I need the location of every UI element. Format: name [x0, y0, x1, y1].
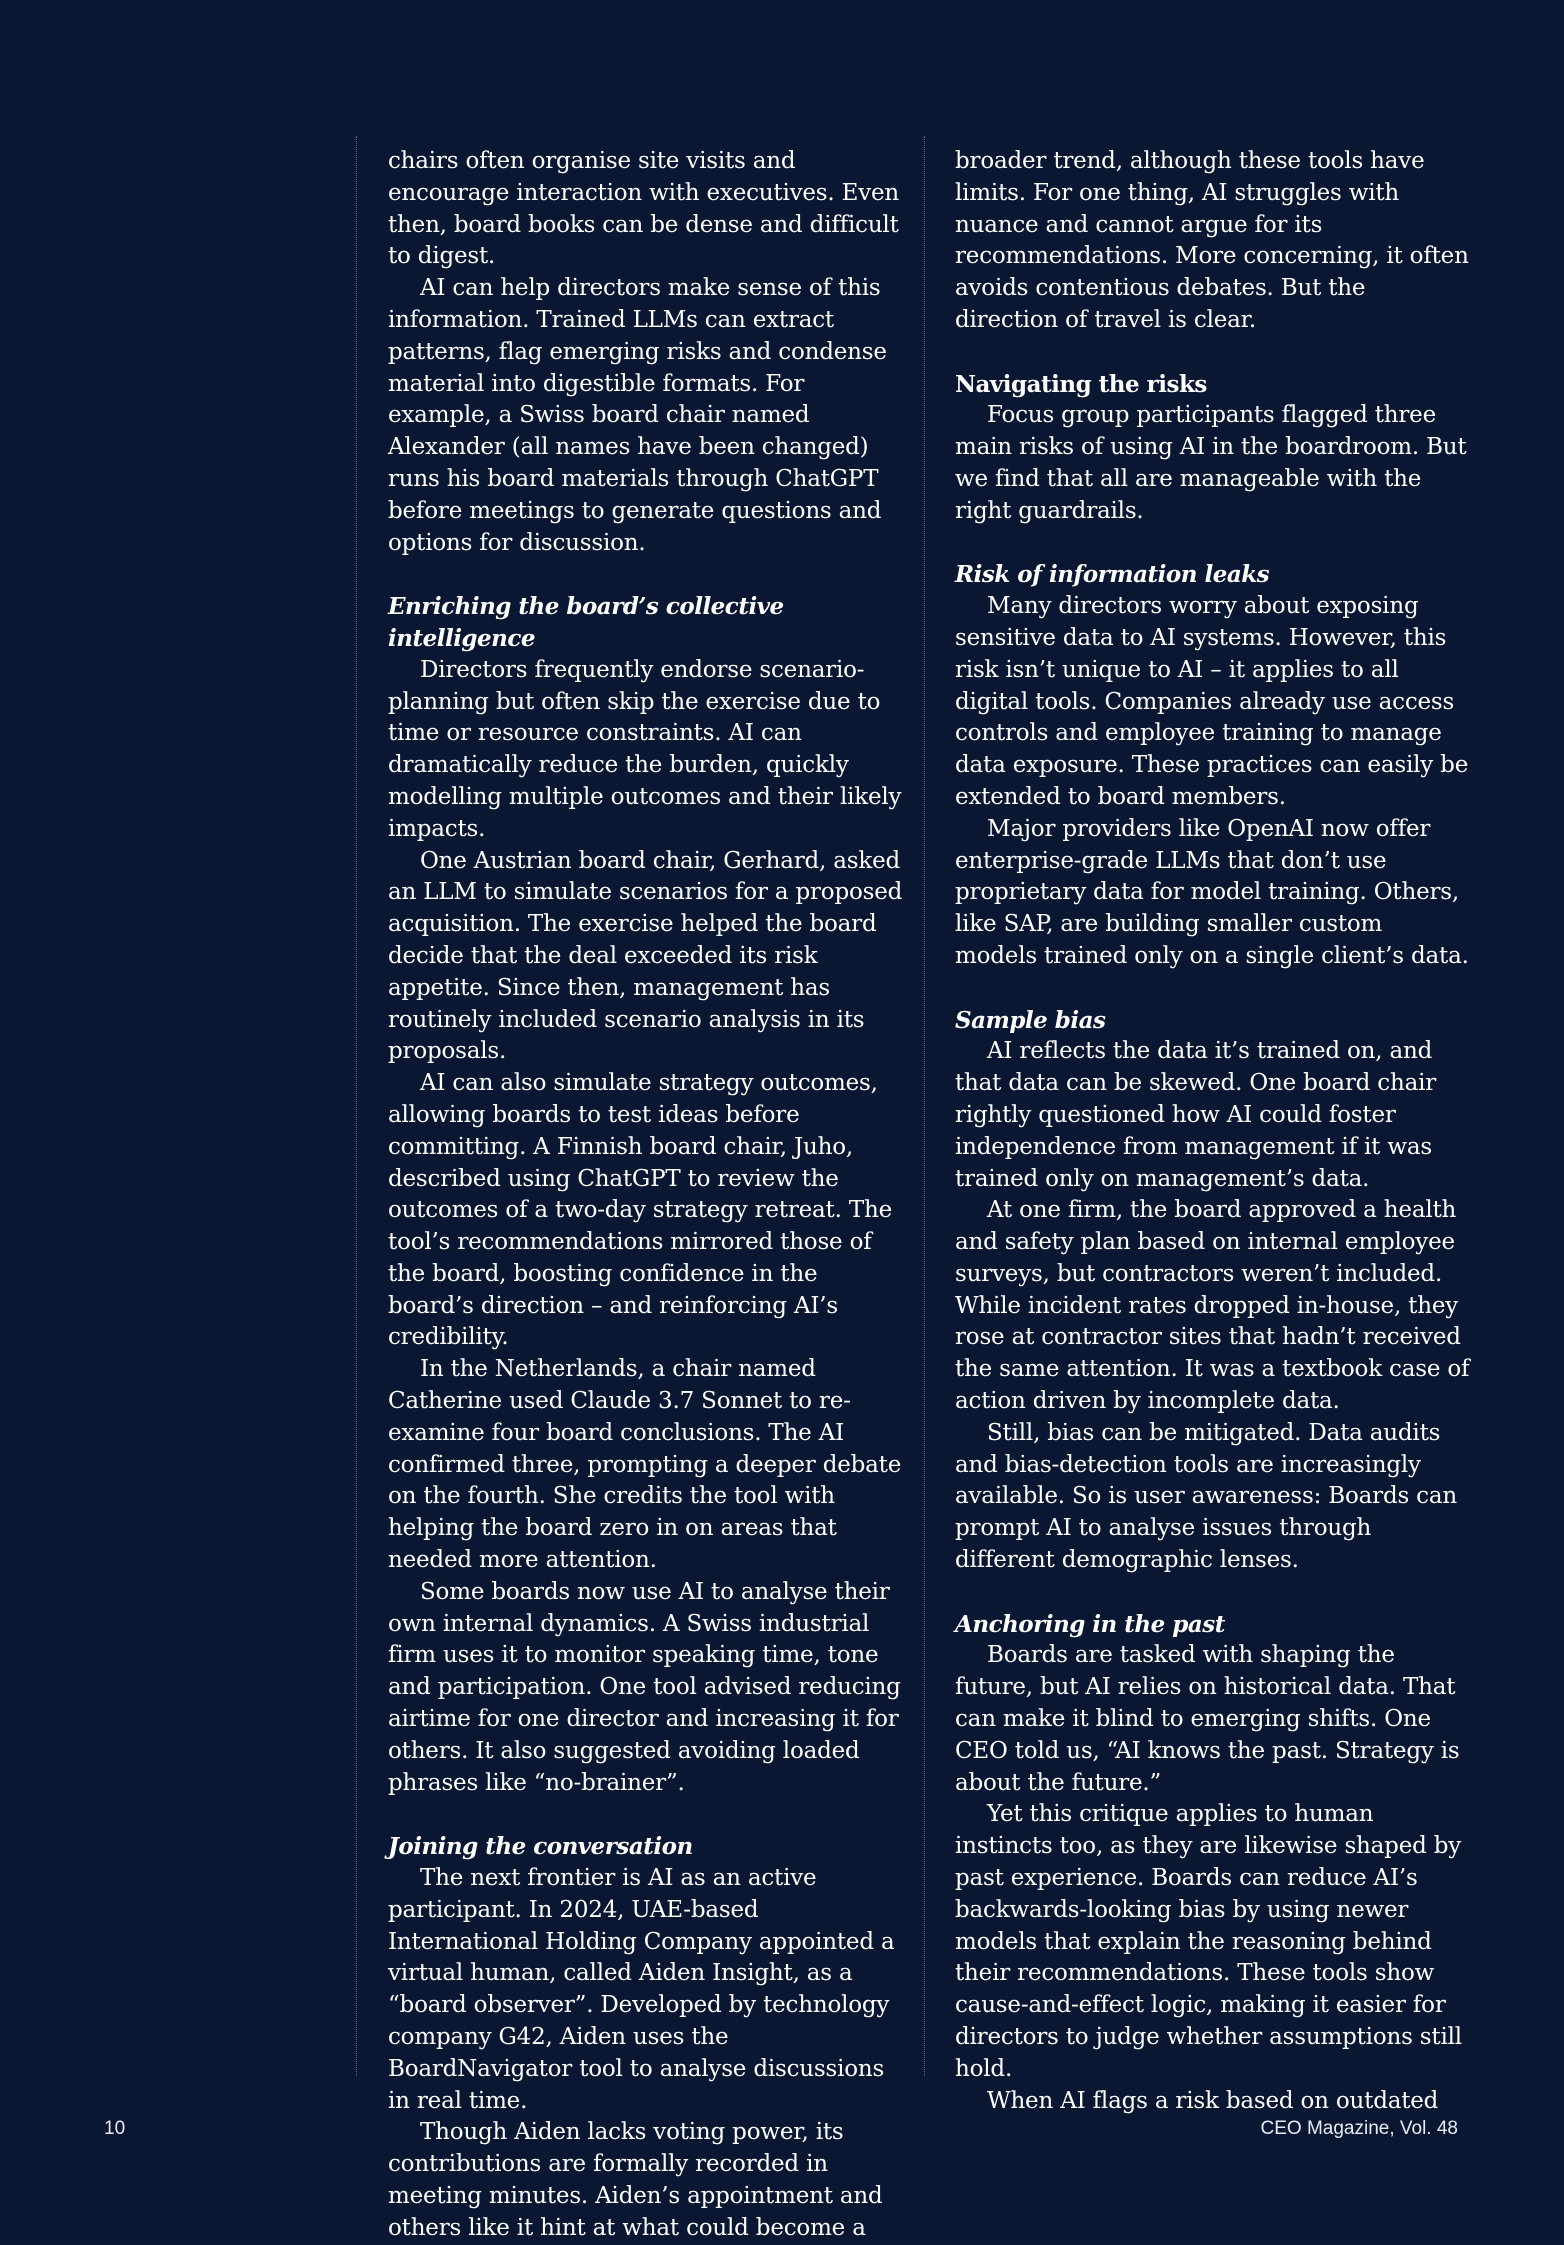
section-heading: Anchoring in the past — [955, 1610, 1225, 1638]
section-heading: Joining the conversation — [388, 1833, 693, 1861]
body-paragraph: Major providers like OpenAI now offer enterprise-grade LLMs that don’t use proprietary data for model training. Others, like SAP, are building smaller custom models trained only on a single client’s data. — [955, 815, 1469, 969]
body-paragraph: chairs often organise site visits and encourage interaction with executives. Even then, board books can be dense and difficult to digest. — [388, 148, 900, 270]
body-paragraph: In the Netherlands, a chair named Catherine used Claude 3.7 Sonnet to re-examine four board conclusions. The AI confirmed three, prompting a deeper debate on the fourth. She credits the tool with helping the board zero in on areas that needed more attention. — [388, 1356, 902, 1574]
body-paragraph: Though Aiden lacks voting power, its contributions are formally recorded in meeting minutes. Aiden’s appointment and others like it hint at what could become a — [388, 2119, 883, 2241]
body-paragraph: Boards are tasked with shaping the future, but AI relies on historical data. That can make it blind to emerging shifts. One CEO told us, “AI knows the past. Strategy is about the future.” — [955, 1642, 1460, 1796]
body-paragraph: AI can help directors make sense of this information. Trained LLMs can extract patterns, flag emerging risks and condense material into digestible formats. For example, a Swiss board chair named Alexander (all names have been changed) runs his board materials through ChatGPT before meetings to generate questions and options for discussion. — [388, 275, 887, 556]
body-paragraph: Still, bias can be mitigated. Data audits and bias-detection tools are increasingly available. So is user awareness: Boards can prompt AI to analyse issues through different demographic lenses. — [955, 1419, 1457, 1574]
body-paragraph: The next frontier is AI as an active participant. In 2024, UAE-based International Holding Company appointed a virtual human, called Aiden Insight, as a “board observer”. Developed by technology company G42, Aiden uses the BoardNavigator tool to analyse discussions in real time. — [388, 1865, 895, 2114]
body-paragraph: AI reflects the data it’s trained on, and that data can be skewed. One board chair rightly questioned how AI could foster independence from management if it was trained only on management’s data. — [955, 1038, 1437, 1192]
column-rule-left — [356, 136, 357, 2076]
body-paragraph: Some boards now use AI to analyse their own internal dynamics. A Swiss industrial firm uses it to monitor speaking time, tone and participation. One tool advised reducing airtime for one director and increasing it for others. It also suggested avoiding loaded phrases like “no-brainer”. — [388, 1578, 901, 1796]
body-paragraph: Directors frequently endorse scenario-planning but often skip the exercise due to time or resource constraints. AI can dramatically reduce the burden, quickly modelling multiple outcomes and their likely impacts. — [388, 656, 902, 842]
body-paragraph: broader trend, although these tools have limits. For one thing, AI struggles with nuance and cannot argue for its recommendations. More concerning, it often avoids contentious debates. But the direction of travel is clear. — [955, 148, 1469, 333]
section-heading: Enriching the board’s collective intelligence — [388, 593, 784, 652]
section-heading: Risk of information leaks — [955, 561, 1270, 589]
body-paragraph: When AI flags a risk based on outdated — [987, 2087, 1439, 2114]
body-paragraph: Yet this critique applies to human instincts too, as they are likewise shaped by past experience. Boards can reduce AI’s backwards-looking bias by using newer models that explain the reasoning behind their recommendations. These tools show cause-and-effect logic, making it easier for directors to judge whether assumptions still hold. — [955, 1801, 1462, 2082]
page-number: 10 — [104, 2118, 126, 2139]
section-heading: Navigating the risks — [955, 370, 1207, 398]
publication-name: CEO Magazine, Vol. 48 — [1260, 2118, 1458, 2139]
body-paragraph: At one firm, the board approved a health and safety plan based on internal employee surveys, but contractors weren’t included. While incident rates dropped in-house, they rose at contractor sites that hadn’t received the same attention. It was a textbook case of action driven by incomplete data. — [955, 1197, 1470, 1415]
body-paragraph: Many directors worry about exposing sensitive data to AI systems. However, this risk isn’t unique to AI – it applies to all digital tools. Companies already use access controls and employee training to manage data exposure. These practices can easily be extended to board members. — [955, 593, 1469, 810]
body-paragraph: Focus group participants flagged three main risks of using AI in the boardroom. But we find that all are manageable with the right guardrails. — [955, 402, 1467, 524]
column-rule-right — [924, 136, 925, 2076]
body-paragraph: One Austrian board chair, Gerhard, asked an LLM to simulate scenarios for a proposed acquisition. The exercise helped the board decide that the deal exceeded its risk appetite. Since then, management has routinely included scenario analysis in its proposals. — [388, 847, 903, 1065]
article-column-right — [955, 136, 1470, 2114]
body-paragraph: AI can also simulate strategy outcomes, allowing boards to test ideas before committing. A Finnish board chair, Juho, described using ChatGPT to review the outcomes of a two-day strategy retreat. The tool’s recommendations mirrored those of the board, boosting confidence in the board’s direction – and reinforcing AI’s credibility. — [388, 1070, 892, 1351]
section-heading: Sample bias — [955, 1006, 1106, 1034]
article-column-left — [388, 136, 903, 2241]
